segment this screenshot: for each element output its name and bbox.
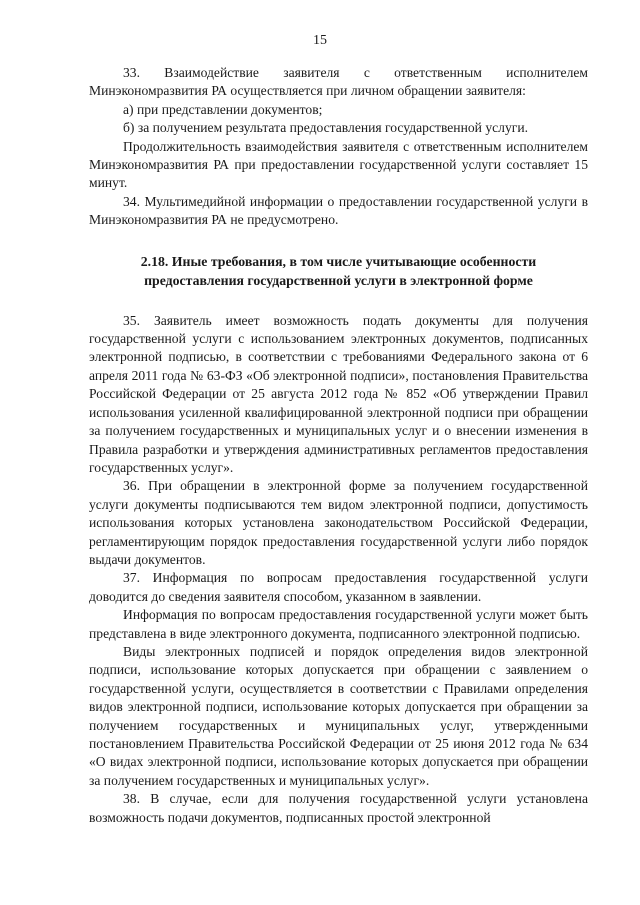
paragraph-33: 33. Взаимодействие заявителя с ответственным исполнителем Минэкономразвития РА осуществляется при личном обращении заявителя: <box>89 65 588 99</box>
paragraph-info: Информация по вопросам предоставления государственной услуги может быть представлена в виде электронного документа, подписанного электронной подписью. <box>89 607 588 641</box>
document-body <box>89 64 588 827</box>
list-item-b: б) за получением результата предоставления государственной услуги. <box>123 120 528 136</box>
paragraph-34: 34. Мультимедийной информации о предоставлении государственной услуги в Минэкономразвития РА не предусмотрено. <box>89 193 588 228</box>
paragraph-38: 38. В случае, если для получения государственной услуги установлена возможность подачи документов, подписанных простой электронной <box>89 791 588 825</box>
paragraph-37: 37. Информация по вопросам предоставления государственной услуги доводится до сведения заявителя способом, указанном в заявлении. <box>89 570 588 604</box>
paragraph-duration: Продолжительность взаимодействия заявителя с ответственным исполнителем Минэкономразвития РА при предоставлении государственной услуги составляет 15 минут. <box>89 138 588 191</box>
paragraph-35: 35. Заявитель имеет возможность подать документы для получения государственной услуги с использованием электронных документов, подписанных электронной подписью, в соответствии с требованиями Федерального закона от 6 апреля 2011 года № 63-ФЗ «Об электронной подписи», постановления Правительства Российской Федерации от 25 августа 2012 года № 852 «Об утверждении Правил использования усиленной квалифицированной электронной подписи при обращении за получением государственных и муниципальных услуг и о внесении изменения в Правила разработки и утверждения административных регламентов предоставления государственных услуг». <box>89 312 588 475</box>
paragraph-36: 36. При обращении в электронной форме за получением государственной услуги документы подписываются тем видом электронной подписи, допустимость использования которых установлена законодательством Российской Федерации, регламентирующим порядок предоставления государственной услуги либо порядок выдачи документов. <box>89 478 588 567</box>
section-heading: 2.18. Иные требования, в том числе учитывающие особенности предоставления государственной услуги в электронной форме <box>140 253 537 288</box>
paragraph-signature-types: Виды электронных подписей и порядок определения видов электронной подписи, использование которых допускается при обращении с заявлением о государственной услуги, осуществляется в соответствии с Правилами определения видов электронной подписи, использование которых допускается при обращении за получением государственных и муниципальных услуг, утвержденными постановлением Правительства Российской Федерации от 25 июня 2012 года № 634 «О видах электронной подписи, использование которых допускается при обращении за получением государственных и муниципальных услуг». <box>89 643 588 788</box>
list-item-a: а) при представлении документов; <box>123 101 323 117</box>
page-number: 15 <box>313 33 327 48</box>
